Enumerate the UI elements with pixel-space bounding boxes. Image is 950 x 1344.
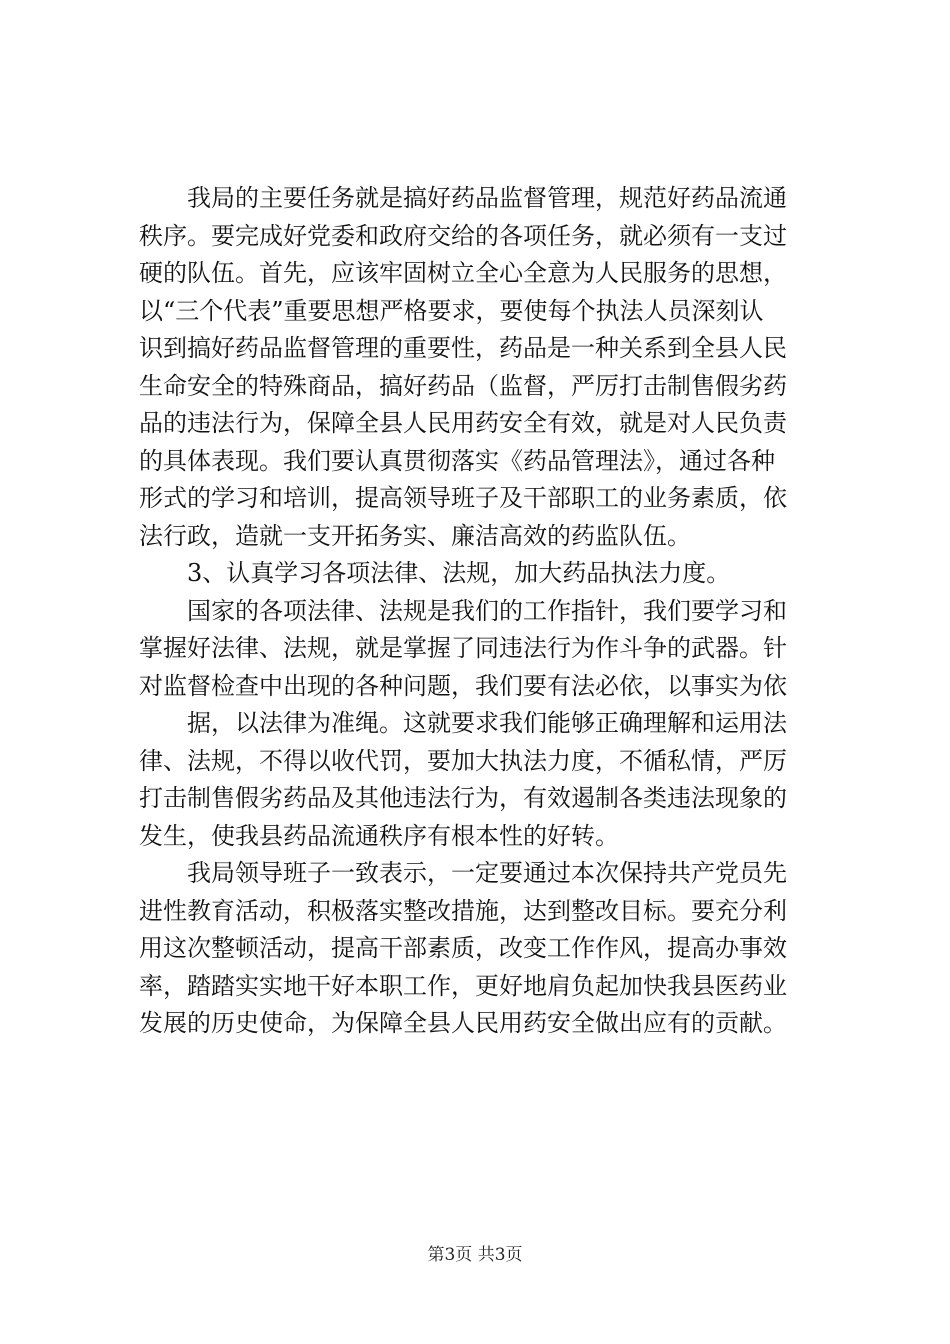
text-line: 掌握好法律、法规，就是掌握了同违法行为作斗争的武器。针: [139, 634, 787, 662]
text-line: 秩序。要完成好党委和政府交给的各项任务，就必须有一支过: [139, 221, 787, 250]
text-line: 发生，使我县药品流通秩序有根本性的好转。: [139, 821, 619, 850]
text-line: 我局领导班子一致表示，一定要通过本次保持共产党员先: [187, 859, 787, 887]
text-line: 以“三个代表”重要思想严格要求，要使每个执法人员深刻认: [139, 296, 764, 325]
text-line: 打击制售假劣药品及其他违法行为，有效遏制各类违法现象的: [139, 784, 787, 812]
text-line: 发展的历史使命，为保障全县人民用药安全做出应有的贡献。: [139, 1009, 787, 1037]
text-line: 的具体表现。我们要认真贯彻落实《药品管理法》，通过各种: [139, 446, 775, 475]
text-line: 进性教育活动，积极落实整改措施，达到整改目标。要充分利: [139, 896, 787, 925]
text-line: 率，踏踏实实地干好本职工作，更好地肩负起加快我县医药业: [139, 971, 787, 1000]
text-line: 生命安全的特殊商品，搞好药品（监督，严厉打击制售假劣药: [139, 371, 787, 400]
text-line: 我局的主要任务就是搞好药品监督管理，规范好药品流通: [187, 184, 787, 212]
page-footer: 第3页 共3页: [427, 1245, 523, 1265]
text-line: 法行政，造就一支开拓务实、廉洁高效的药监队伍。: [139, 521, 691, 550]
text-line: 识到搞好药品监督管理的重要性，药品是一种关系到全县人民: [139, 334, 787, 362]
text-line: 硬的队伍。首先，应该牢固树立全心全意为人民服务的思想，: [139, 259, 787, 287]
text-line: 律、法规，不得以收代罚，要加大执法力度，不循私情，严厉: [139, 746, 787, 775]
text-line: 国家的各项法律、法规是我们的工作指针，我们要学习和: [187, 596, 787, 625]
text-line: 用这次整顿活动，提高干部素质，改变工作作风，提高办事效: [139, 934, 787, 962]
text-line: 对监督检查中出现的各种问题，我们要有法必依，以事实为依: [139, 671, 787, 700]
text-line: 据，以法律为准绳。这就要求我们能够正确理解和运用法: [187, 709, 787, 737]
body-text: [139, 180, 811, 1043]
text-line: 品的违法行为，保障全县人民用药安全有效，就是对人民负责: [139, 409, 787, 437]
text-line: 形式的学习和培训，提高领导班子及干部职工的业务素质，依: [139, 484, 787, 512]
text-line: 3、认真学习各项法律、法规，加大药品执法力度。: [187, 559, 731, 587]
